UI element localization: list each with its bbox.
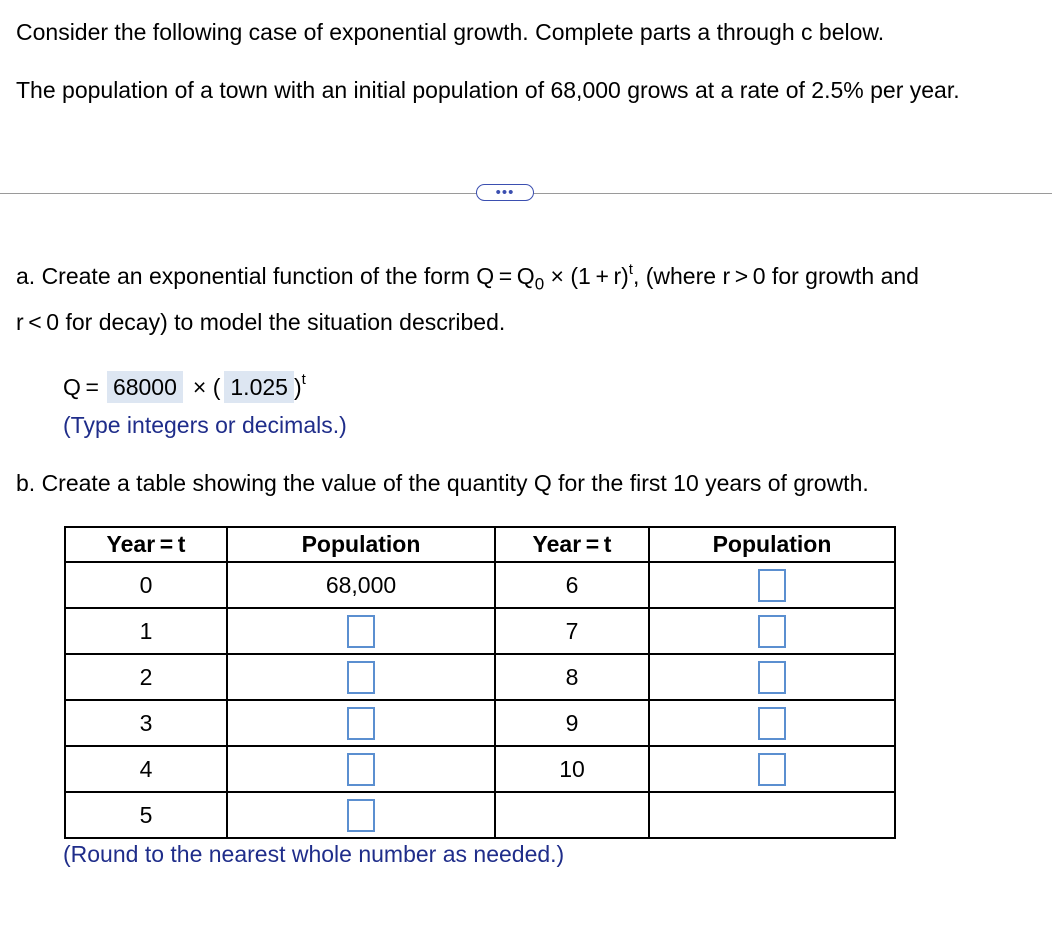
table-row	[65, 792, 895, 838]
population-cell	[227, 746, 495, 792]
year-cell: 4	[65, 746, 227, 792]
population-input[interactable]	[758, 661, 786, 694]
year-cell: 9	[495, 700, 649, 746]
population-cell	[649, 792, 895, 838]
population-cell: 68,000	[227, 562, 495, 608]
population-input[interactable]	[758, 569, 786, 602]
year-cell: 2	[65, 654, 227, 700]
round-hint: (Round to the nearest whole number as needed.)	[63, 841, 565, 867]
part-a-suffix: , (where r > 0 for growth and	[632, 263, 919, 289]
header-year-1: Year = t	[65, 527, 227, 562]
population-input[interactable]	[758, 753, 786, 786]
q0-answer-field[interactable]: 68000	[107, 371, 183, 403]
population-cell	[227, 792, 495, 838]
q-label: Q =	[63, 373, 99, 400]
year-cell: 3	[65, 700, 227, 746]
close-paren: )	[293, 373, 302, 400]
part-a-prompt	[16, 263, 919, 295]
part-a-exponent: t	[628, 261, 633, 278]
table-row	[65, 700, 895, 746]
problem-text: The population of a town with an initial population of 68,000 grows at a rate of 2.5% per year.	[16, 77, 960, 103]
intro-text: Consider the following case of exponential growth. Complete parts a through c below.	[16, 19, 885, 45]
year-cell: 10	[495, 746, 649, 792]
header-population-2: Population	[649, 527, 895, 562]
population-input[interactable]	[347, 615, 375, 648]
answer-exponent: t	[301, 370, 306, 388]
year-cell: 0	[65, 562, 227, 608]
year-cell: 1	[65, 608, 227, 654]
part-a-line2: r < 0 for decay) to model the situation described.	[16, 309, 506, 335]
population-cell	[649, 562, 895, 608]
population-input[interactable]	[758, 615, 786, 648]
header-year-2: Year = t	[495, 527, 649, 562]
growth-factor-answer-field[interactable]: 1.025	[224, 371, 294, 403]
population-cell	[649, 700, 895, 746]
population-cell	[227, 700, 495, 746]
population-cell	[649, 608, 895, 654]
part-a-subscript: 0	[534, 274, 545, 294]
population-table	[64, 526, 896, 839]
part-a-prefix: a. Create an exponential function of the form Q = Q	[16, 263, 535, 289]
year-cell: 7	[495, 608, 649, 654]
population-cell	[649, 746, 895, 792]
times-paren: × (	[192, 373, 221, 400]
year-cell: 5	[65, 792, 227, 838]
population-cell	[227, 608, 495, 654]
table-row	[65, 608, 895, 654]
part-a-mid: × (1 + r)	[544, 263, 629, 289]
population-input[interactable]	[347, 753, 375, 786]
population-input[interactable]	[347, 799, 375, 832]
table-row	[65, 654, 895, 700]
year-cell	[495, 792, 649, 838]
part-b-prompt: b. Create a table showing the value of the quantity Q for the first 10 years of growth.	[16, 470, 869, 496]
show-more-button[interactable]: •••	[476, 184, 534, 201]
header-population-1: Population	[227, 527, 495, 562]
table-header-row	[65, 527, 895, 562]
population-cell	[227, 654, 495, 700]
population-input[interactable]	[347, 707, 375, 740]
year-cell: 6	[495, 562, 649, 608]
population-cell	[649, 654, 895, 700]
type-hint: (Type integers or decimals.)	[63, 412, 347, 438]
population-input[interactable]	[758, 707, 786, 740]
year-cell: 8	[495, 654, 649, 700]
table-row	[65, 562, 895, 608]
population-input[interactable]	[347, 661, 375, 694]
table-row	[65, 746, 895, 792]
function-answer	[63, 371, 306, 403]
